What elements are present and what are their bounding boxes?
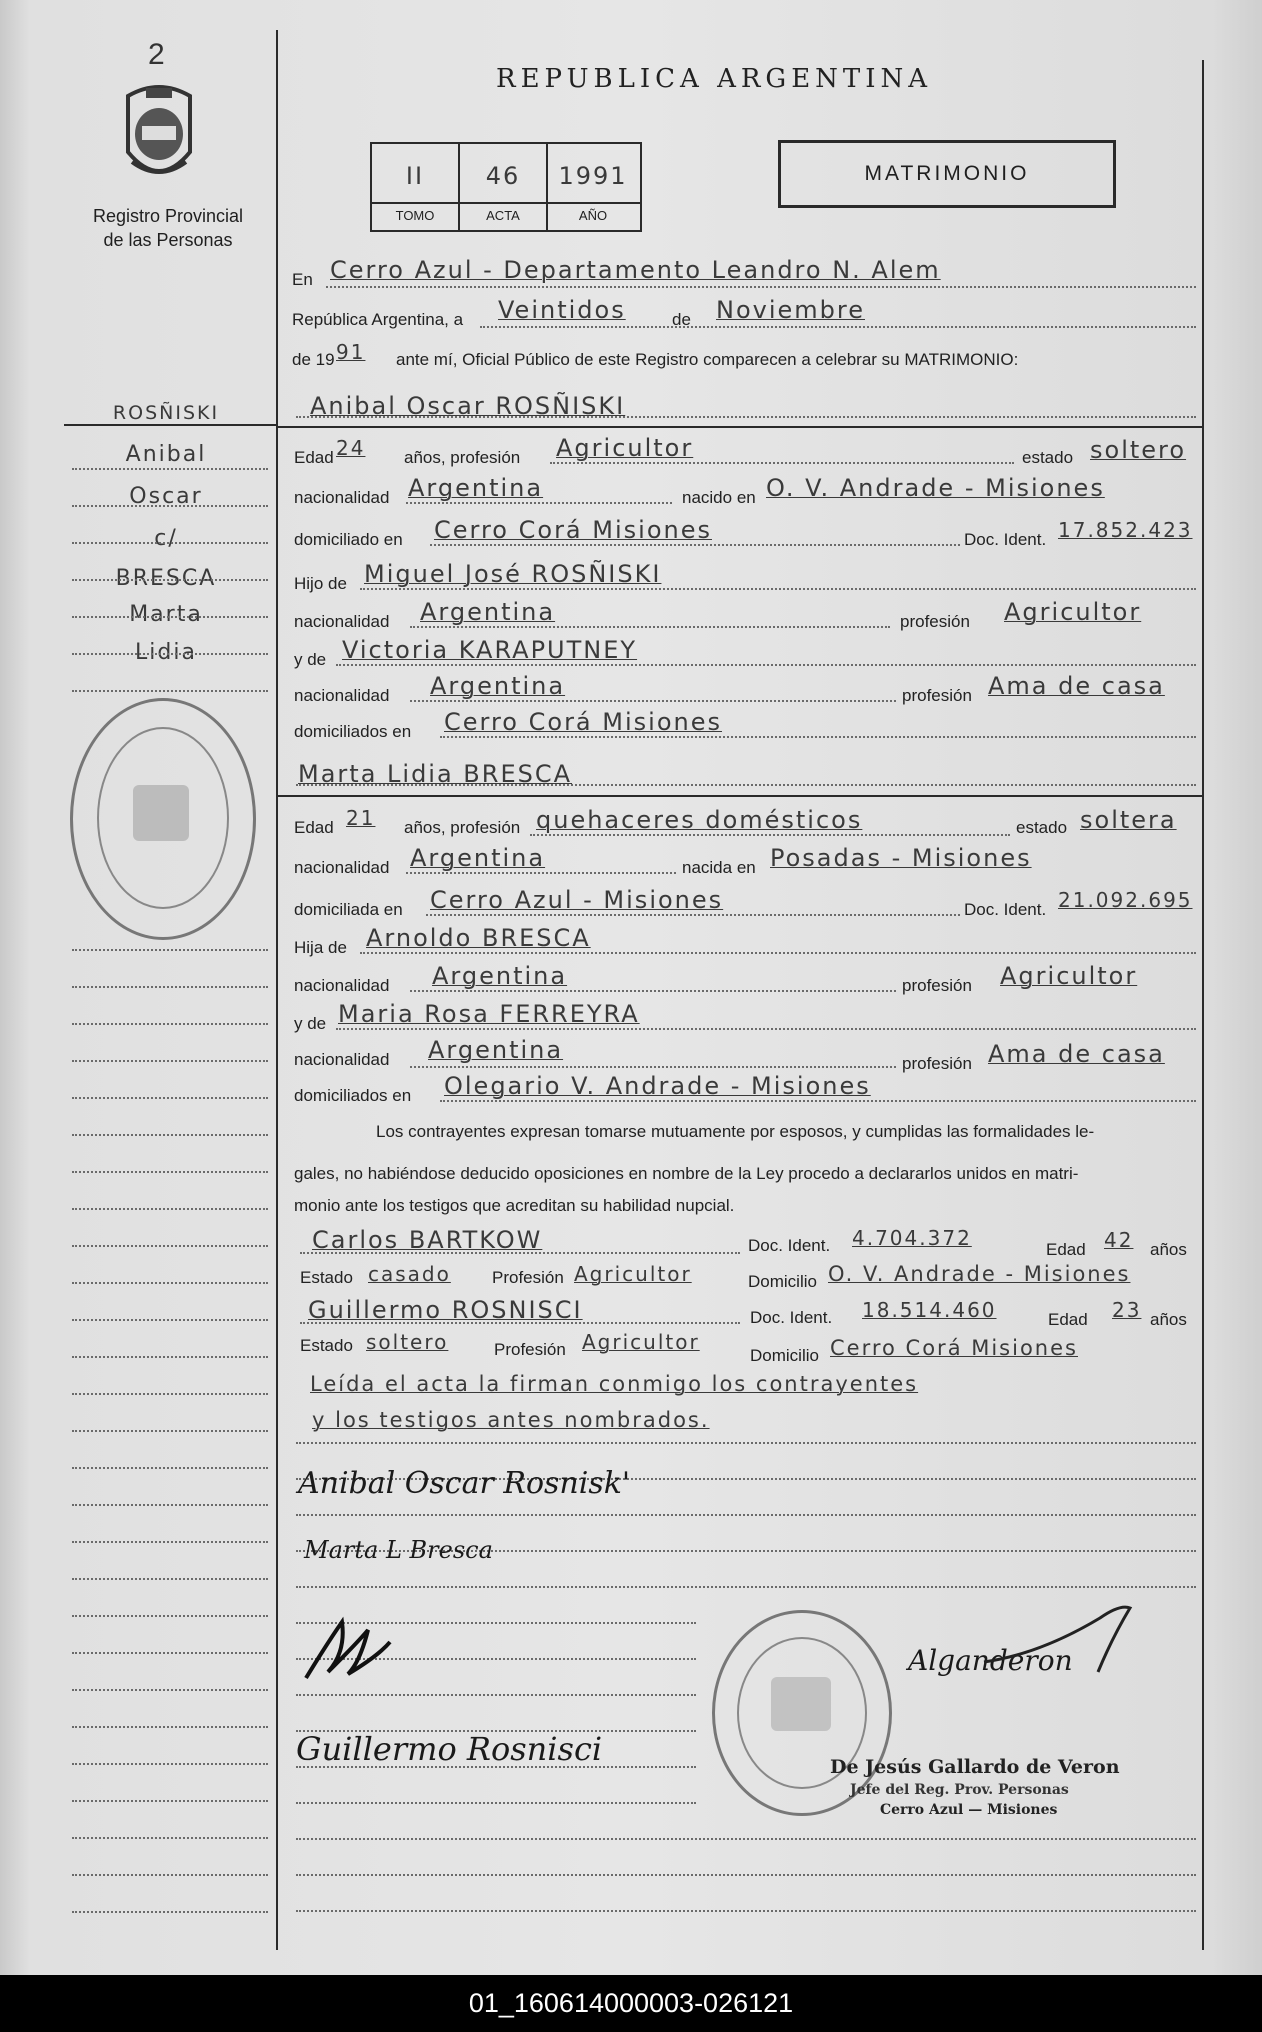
margin-dotted-line [72, 1504, 268, 1506]
margin-dotted-line [72, 1800, 268, 1802]
bride-mother-prof: Ama de casa [988, 1040, 1165, 1068]
bride-mother-nat: Argentina [428, 1036, 564, 1064]
bride-mother-prof-label: profesión [902, 1054, 972, 1073]
bride-nationality-label: nacionalidad [294, 858, 390, 877]
witness1-status-label: Estado [300, 1268, 353, 1287]
groom-father-prof-label: profesión [900, 612, 970, 631]
signature-dotted-line [296, 1694, 696, 1696]
day: Veintidos [498, 296, 626, 324]
margin-dotted-line [72, 1282, 268, 1284]
groom-status-label: estado [1022, 448, 1074, 467]
right-border [1202, 60, 1204, 1950]
officer-stamp-name: De Jesús Gallardo de Veron [830, 1756, 1120, 1778]
witness2-dom-label: Domicilio [750, 1346, 819, 1365]
witness2-years-label: años [1150, 1310, 1187, 1329]
margin-dotted-line [72, 1319, 268, 1321]
tomo-label: TOMO [395, 208, 435, 223]
acta-label: ACTA [486, 208, 520, 223]
closing-line-1: Leída el acta la firman conmigo los contrayentes [310, 1372, 919, 1396]
witness2-name: Guillermo ROSNISCI [308, 1296, 583, 1324]
registry-name-line2: de las Personas [103, 230, 233, 250]
groom-age: 24 [336, 436, 366, 460]
margin-surname: ROSÑISKI [112, 402, 220, 424]
margin-dotted-line [72, 579, 268, 581]
closing-line-2: y los testigos antes nombrados. [312, 1408, 710, 1432]
groom-domicile: Cerro Corá Misiones [434, 516, 712, 544]
bride-father-prof-label: profesión [902, 976, 972, 995]
signature-dotted-line [296, 1586, 1196, 1588]
groom-mother-nat-label: nacionalidad [294, 686, 390, 705]
coat-of-arms-seal [118, 82, 200, 190]
margin-dotted-line [72, 1763, 268, 1765]
witness2-signature: Guillermo Rosnisci [296, 1730, 603, 1768]
witness2-status-label: Estado [300, 1336, 353, 1355]
year-suffix: 91 [336, 340, 366, 364]
groom-status: soltero [1090, 436, 1187, 464]
margin-dotted-line [72, 1689, 268, 1691]
margin-name-2: Oscar [129, 484, 203, 509]
margin-dotted-line [72, 690, 268, 692]
margin-dotted-line [72, 986, 268, 988]
margin-dotted-line [72, 1134, 268, 1136]
signature-dotted-line [296, 1802, 696, 1804]
groom-profession-label: años, profesión [404, 448, 521, 467]
witness1-status: casado [368, 1262, 451, 1286]
statement-line-2: gales, no habiéndose deducido oposiciones en nombre de la Ley procedo a declararlos unidos en matri- [294, 1164, 1079, 1183]
margin-divider [276, 30, 278, 1950]
margin-dotted-line [72, 542, 268, 544]
groom-mother-nat: Argentina [430, 672, 566, 700]
groom-mother-label: y de [294, 650, 327, 669]
margin-name-1: Anibal [125, 442, 207, 467]
bride-doc: 21.092.695 [1058, 888, 1193, 912]
groom-full-name: Anibal Oscar ROSÑISKI [310, 392, 626, 420]
signature-dotted-line [296, 1910, 1196, 1912]
month: Noviembre [716, 296, 865, 324]
groom-nationality-label: nacionalidad [294, 488, 390, 507]
witness1-dom-label: Domicilio [748, 1272, 817, 1291]
margin-dotted-line [72, 1652, 268, 1654]
witness1-signature [298, 1612, 398, 1692]
bride-domicile-label: domiciliada en [294, 900, 403, 919]
margin-dotted-line [72, 1356, 268, 1358]
witness2-status: soltero [366, 1330, 449, 1354]
signature-dotted-line [296, 1874, 1196, 1876]
witness2-prof-label: Profesión [494, 1340, 566, 1359]
margin-dotted-line [72, 1060, 268, 1062]
margin-dotted-line [72, 653, 268, 655]
witness2-doc-label: Doc. Ident. [750, 1308, 833, 1327]
witness1-prof: Agricultor [574, 1262, 692, 1286]
groom-doc: 17.852.423 [1058, 518, 1193, 542]
witness1-age: 42 [1104, 1228, 1134, 1252]
ano-label: AÑO [578, 208, 608, 223]
bride-parents-dom: Olegario V. Andrade - Misiones [444, 1072, 871, 1100]
witness2-age: 23 [1112, 1298, 1142, 1322]
ano-value: 1991 [558, 162, 628, 190]
groom-profession: Agricultor [556, 434, 694, 462]
groom-parents-dom-label: domiciliados en [294, 722, 412, 741]
margin-dotted-line [72, 1874, 268, 1876]
officer-signature-flourish [980, 1598, 1140, 1678]
witness1-age-label: Edad [1046, 1240, 1086, 1259]
groom-father-nat: Argentina [420, 598, 556, 626]
registry-round-seal [70, 698, 256, 940]
bride-profession: quehaceres domésticos [536, 806, 863, 834]
bride-born-label: nacida en [682, 858, 756, 877]
witness2-dom: Cerro Corá Misiones [830, 1336, 1078, 1360]
groom-father-label: Hijo de [294, 574, 347, 593]
margin-dotted-line [72, 1911, 268, 1913]
groom-parents-dom: Cerro Corá Misiones [444, 708, 722, 736]
statement-line-1: Los contrayentes expresan tomarse mutuamente por esposos, y cumplidas las formalidades le- [376, 1122, 1095, 1141]
en-label: En [292, 270, 313, 289]
witness1-doc-label: Doc. Ident. [748, 1236, 831, 1255]
bride-father-label: Hija de [294, 938, 347, 957]
bride-full-name: Marta Lidia BRESCA [298, 760, 573, 788]
margin-dotted-line [72, 1615, 268, 1617]
officer-stamp-place: Cerro Azul — Misiones [880, 1802, 1058, 1818]
bride-domicile: Cerro Azul - Misiones [430, 886, 724, 914]
registry-name-line1: Registro Provincial [92, 206, 244, 226]
margin-dotted-line [72, 505, 268, 507]
bride-father: Arnoldo BRESCA [366, 924, 591, 952]
margin-dotted-line [72, 1208, 268, 1210]
bride-father-nat: Argentina [432, 962, 568, 990]
margin-dotted-line [72, 616, 268, 618]
volume-box [370, 142, 642, 232]
bride-born: Posadas - Misiones [770, 844, 1032, 872]
officer-signature: Alganderon [908, 1644, 1073, 1677]
margin-name-4: Lidia [135, 640, 197, 665]
witness2-prof: Agricultor [582, 1330, 700, 1354]
witness2-age-label: Edad [1048, 1310, 1088, 1329]
margin-dotted-line [72, 1467, 268, 1469]
margin-dotted-line [72, 1171, 268, 1173]
margin-dotted-line [72, 1541, 268, 1543]
groom-nationality: Argentina [408, 474, 544, 502]
groom-mother-prof: Ama de casa [988, 672, 1165, 700]
footer-bar [0, 1975, 1262, 2032]
margin-dotted-line [72, 1430, 268, 1432]
margin-dotted-line [72, 1578, 268, 1580]
bride-age-label: Edad [294, 818, 334, 837]
margin-dotted-line [72, 1393, 268, 1395]
place: Cerro Azul - Departamento Leandro N. Alem [330, 256, 941, 284]
year-prefix: de 19 [292, 350, 335, 369]
witness1-years-label: años [1150, 1240, 1187, 1259]
margin-dotted-line [72, 949, 268, 951]
bride-mother: Maria Rosa FERREYRA [338, 1000, 640, 1028]
margin-dotted-line [72, 1245, 268, 1247]
declaration: ante mí, Oficial Público de este Registro comparecen a celebrar su MATRIMONIO: [396, 350, 1019, 369]
witness1-name: Carlos BARTKOW [312, 1226, 543, 1254]
groom-father-nat-label: nacionalidad [294, 612, 390, 631]
country-heading: REPUBLICA ARGENTINA [496, 64, 933, 94]
groom-mother-prof-label: profesión [902, 686, 972, 705]
groom-mother: Victoria KARAPUTNEY [342, 636, 638, 664]
bride-age: 21 [346, 806, 376, 830]
groom-age-label: Edad [294, 448, 334, 467]
image-id: 01_160614000003-026121 [468, 1988, 794, 2018]
margin-dotted-line [72, 1837, 268, 1839]
witness1-prof-label: Profesión [492, 1268, 564, 1287]
bride-nationality: Argentina [410, 844, 546, 872]
margin-name-3: Marta [129, 602, 203, 627]
bride-signature: Marta L Bresca [304, 1536, 493, 1564]
groom-born: O. V. Andrade - Misiones [766, 474, 1105, 502]
box-divider [372, 202, 640, 204]
groom-born-label: nacido en [682, 488, 756, 507]
groom-signature: Anibal Oscar Rosnisk' [298, 1466, 631, 1501]
witness2-doc: 18.514.460 [862, 1298, 997, 1322]
page-number: 2 [148, 38, 165, 71]
bride-father-prof: Agricultor [1000, 962, 1138, 990]
bride-mother-nat-label: nacionalidad [294, 1050, 390, 1069]
bride-profession-label: años, profesión [404, 818, 521, 837]
bride-mother-label: y de [294, 1014, 327, 1033]
record-type: MATRIMONIO [864, 162, 1030, 185]
margin-conjunction: c/ [154, 526, 178, 551]
groom-father-prof: Agricultor [1004, 598, 1142, 626]
signature-dotted-line [296, 1442, 1196, 1444]
groom-father: Miguel José ROSÑISKI [364, 560, 662, 588]
witness1-doc: 4.704.372 [852, 1226, 972, 1250]
margin-dotted-line [72, 1023, 268, 1025]
bride-father-nat-label: nacionalidad [294, 976, 390, 995]
margin-surname-2: BRESCA [115, 566, 217, 591]
acta-value: 46 [485, 162, 521, 190]
bride-status: soltera [1080, 806, 1177, 834]
groom-doc-label: Doc. Ident. [964, 530, 1047, 549]
margin-dotted-line [72, 1097, 268, 1099]
record-type-box [778, 140, 1116, 208]
bride-doc-label: Doc. Ident. [964, 900, 1047, 919]
statement-line-3: monio ante los testigos que acreditan su habilidad nupcial. [294, 1196, 735, 1215]
de-label: de [672, 310, 691, 329]
signature-dotted-line [296, 1838, 1196, 1840]
margin-header-rule [64, 424, 276, 426]
bride-parents-dom-label: domiciliados en [294, 1086, 412, 1105]
margin-dotted-line [72, 468, 268, 470]
tomo-value: II [405, 162, 425, 190]
bride-rule [278, 795, 1202, 797]
signature-dotted-line [296, 1514, 1196, 1516]
republica-label: República Argentina, a [292, 310, 464, 329]
groom-domicile-label: domiciliado en [294, 530, 403, 549]
margin-dotted-line [72, 1726, 268, 1728]
groom-rule [278, 426, 1202, 428]
officer-stamp-title: Jefe del Reg. Prov. Personas [850, 1782, 1069, 1798]
bride-status-label: estado [1016, 818, 1068, 837]
witness1-dom: O. V. Andrade - Misiones [828, 1262, 1131, 1286]
